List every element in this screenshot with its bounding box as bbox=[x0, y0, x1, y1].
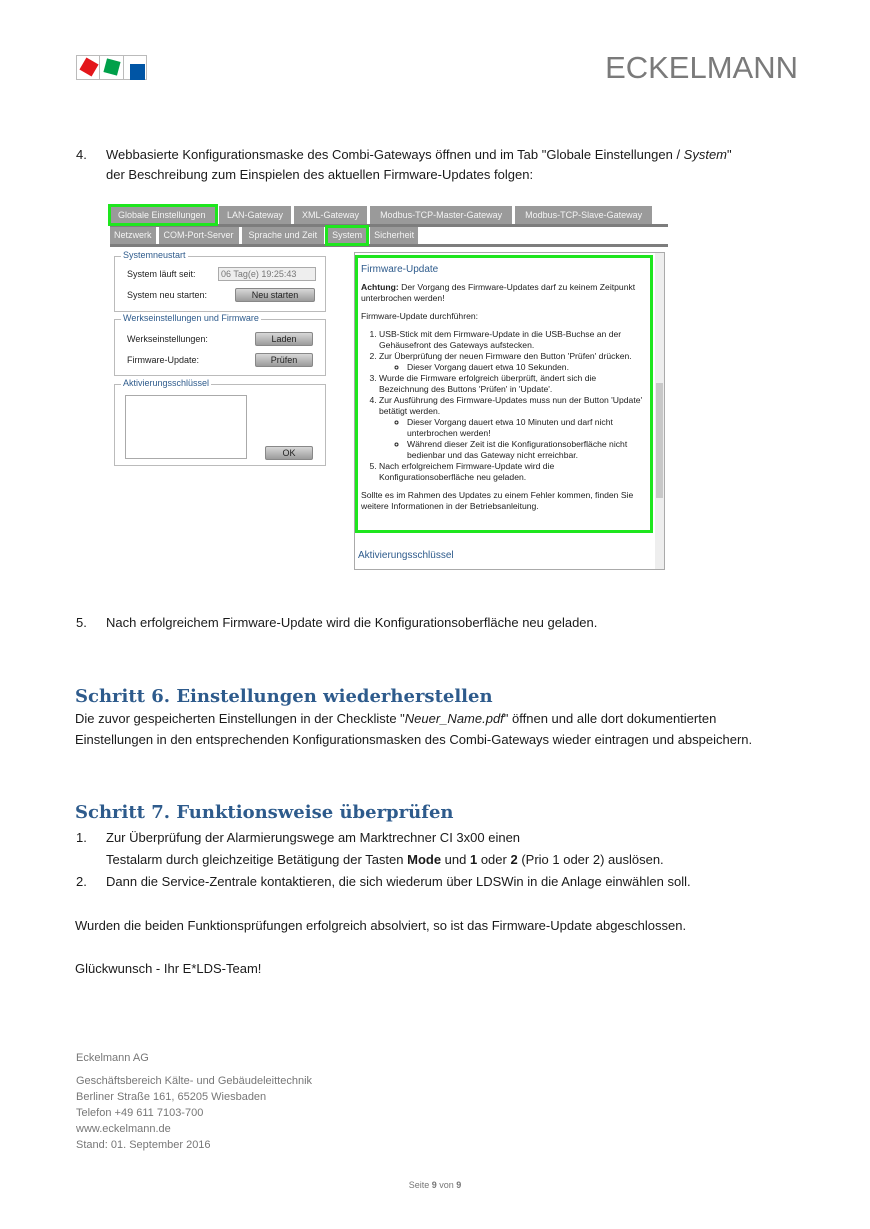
restart-legend: Systemneustart bbox=[123, 250, 186, 260]
bullet: ◦ Dieser Vorgang dauert etwa 10 Minuten und darf nicht unterbrochen werden! bbox=[407, 417, 647, 439]
check-1-text-2: Testalarm durch gleichzeitige Betätigung der Tasten Mode und 1 oder 2 (Prio 1 oder 2) auslösen. bbox=[106, 852, 664, 867]
activation-group bbox=[114, 378, 326, 466]
factory-legend: Werkseinstellungen und Firmware bbox=[123, 313, 259, 323]
step-item: 1. USB-Stick mit dem Firmware-Update in die USB-Buchse an der Gehäusefront des Gateways aufstecken. bbox=[379, 329, 647, 351]
step4-text: Webbasierte Konfigurationsmaske des Combi-Gateways öffnen und im Tab "Globale Einstellungen / System" bbox=[106, 147, 732, 162]
main-tabs bbox=[110, 206, 668, 227]
section-7-heading: Schritt 7. Funktionsweise überprüfen bbox=[75, 802, 454, 823]
check-1-text: Zur Überprüfung der Alarmierungswege am Marktrechner CI 3x00 einen bbox=[106, 830, 521, 845]
step-item: 5. Nach erfolgreichem Firmware-Update wird die Konfigurationsoberfläche neu geladen. bbox=[379, 461, 647, 483]
tab-com-port[interactable]: COM-Port-Server bbox=[159, 227, 239, 244]
step-item: 4. Zur Ausführung des Firmware-Updates muss nun der Button 'Update' betätigt werden. ◦ Dieser Vorgang dauert etwa 10 Minuten und darf nicht unterbrochen werden! ◦ Während dieser Zeit ist die Konfigurationsoberfläche nicht bedienbar und das Gateway nicht erreichbar. bbox=[379, 395, 647, 461]
brand-name: ECKELMANN bbox=[605, 50, 798, 85]
section-6-heading: Schritt 6. Einstellungen wiederherstellen bbox=[75, 686, 493, 707]
bullet: ◦ Während dieser Zeit ist die Konfigurationsoberfläche nicht bedienbar und das Gateway nicht erreichbar. bbox=[407, 439, 647, 461]
info-title: Firmware-Update bbox=[361, 264, 439, 275]
result-text: Wurden die beiden Funktionsprüfungen erfolgreich absolviert, so ist das Firmware-Update abgeschlossen. bbox=[75, 918, 687, 933]
tab-modbus-master[interactable]: Modbus-TCP-Master-Gateway bbox=[370, 206, 512, 224]
restart-group bbox=[114, 250, 326, 312]
activation-textarea[interactable] bbox=[125, 395, 247, 459]
activation-link[interactable]: Aktivierungsschlüssel bbox=[358, 550, 454, 561]
footer-line: Geschäftsbereich Kälte- und Gebäudeleittechnik bbox=[76, 1075, 313, 1087]
uptime-field: 06 Tag(e) 19:25:43 bbox=[218, 267, 316, 281]
tab-global[interactable]: Globale Einstellungen bbox=[110, 206, 216, 224]
config-screenshot bbox=[108, 204, 670, 572]
section6-text-2: Einstellungen in den entsprechenden Konfigurationsmasken des Combi-Gateways wieder eintragen und abspeichern. bbox=[75, 732, 753, 747]
info-intro: Firmware-Update durchführen: bbox=[361, 311, 479, 321]
tab-system[interactable]: System bbox=[327, 227, 367, 244]
footer-line[interactable]: www.eckelmann.de bbox=[76, 1123, 171, 1135]
tab-modbus-slave[interactable]: Modbus-TCP-Slave-Gateway bbox=[515, 206, 652, 224]
tab-xml[interactable]: XML-Gateway bbox=[294, 206, 367, 224]
page-number: Seite 9 von 9 bbox=[408, 1180, 462, 1190]
footer-line: Berliner Straße 161, 65205 Wiesbaden bbox=[76, 1091, 267, 1103]
factory-label: Werkseinstellungen: bbox=[127, 334, 208, 344]
step-number: 4. bbox=[76, 147, 87, 162]
check-button[interactable]: Prüfen bbox=[255, 353, 313, 367]
check-2-text: Dann die Service-Zentrale kontaktieren, die sich wiederum über LDSWin in die Anlage einwählen soll. bbox=[106, 874, 691, 889]
tab-network[interactable]: Netzwerk bbox=[110, 227, 156, 244]
ok-button[interactable]: OK bbox=[265, 446, 313, 460]
firmware-label: Firmware-Update: bbox=[127, 355, 200, 365]
bullet: ◦ Dieser Vorgang dauert etwa 10 Sekunden. bbox=[407, 362, 647, 373]
info-panel bbox=[354, 252, 665, 570]
step-number: 5. bbox=[76, 615, 87, 630]
step5-text: Nach erfolgreichem Firmware-Update wird die Konfigurationsoberfläche neu geladen. bbox=[106, 615, 598, 630]
tab-security[interactable]: Sicherheit bbox=[370, 227, 418, 244]
activation-legend: Aktivierungsschlüssel bbox=[123, 378, 210, 388]
firmware-info-highlight bbox=[355, 255, 653, 533]
update-steps bbox=[379, 329, 647, 483]
tab-lan[interactable]: LAN-Gateway bbox=[219, 206, 291, 224]
scrollbar-thumb[interactable] bbox=[656, 383, 663, 498]
footer-address bbox=[76, 1073, 312, 1153]
info-footer: Sollte es im Rahmen des Updates zu einem Fehler kommen, finden Sie weitere Informationen in der Betriebsanleitung. bbox=[361, 490, 634, 511]
step-number: 2. bbox=[76, 874, 87, 889]
congrats-text: Glückwunsch - Ihr E*LDS-Team! bbox=[75, 961, 262, 976]
factory-group bbox=[114, 313, 326, 376]
step-item: 3. Wurde die Firmware erfolgreich überprüft, ändert sich die Bezeichnung des Buttons 'Prüfen' in 'Update'. bbox=[379, 373, 647, 395]
tab-language-time[interactable]: Sprache und Zeit bbox=[242, 227, 325, 244]
step-item: 2. Zur Überprüfung der neuen Firmware den Button 'Prüfen' drücken. ◦ Dieser Vorgang dauert etwa 10 Sekunden. bbox=[379, 351, 647, 373]
step-number: 1. bbox=[76, 830, 87, 845]
scrollbar[interactable] bbox=[655, 253, 664, 569]
eckelmann-logo bbox=[76, 55, 147, 80]
footer-line: Telefon +49 611 7103-700 bbox=[76, 1107, 204, 1119]
restart-button[interactable]: Neu starten bbox=[235, 288, 315, 302]
restart-label: System neu starten: bbox=[127, 290, 208, 300]
uptime-label: System läuft seit: bbox=[127, 269, 196, 279]
warning: Achtung: Der Vorgang des Firmware-Updates darf zu keinem Zeitpunkt unterbrochen werden! bbox=[361, 282, 636, 303]
footer-line: Stand: 01. September 2016 bbox=[76, 1139, 211, 1151]
section6-text: Die zuvor gespeicherten Einstellungen in der Checkliste "Neuer_Name.pdf" öffnen und alle dort dokumentierten bbox=[75, 711, 717, 726]
step4-text-2: der Beschreibung zum Einspielen des aktuellen Firmware-Updates folgen: bbox=[106, 167, 534, 182]
sub-tabs bbox=[110, 227, 668, 247]
load-button[interactable]: Laden bbox=[255, 332, 313, 346]
footer-company: Eckelmann AG bbox=[76, 1052, 149, 1064]
